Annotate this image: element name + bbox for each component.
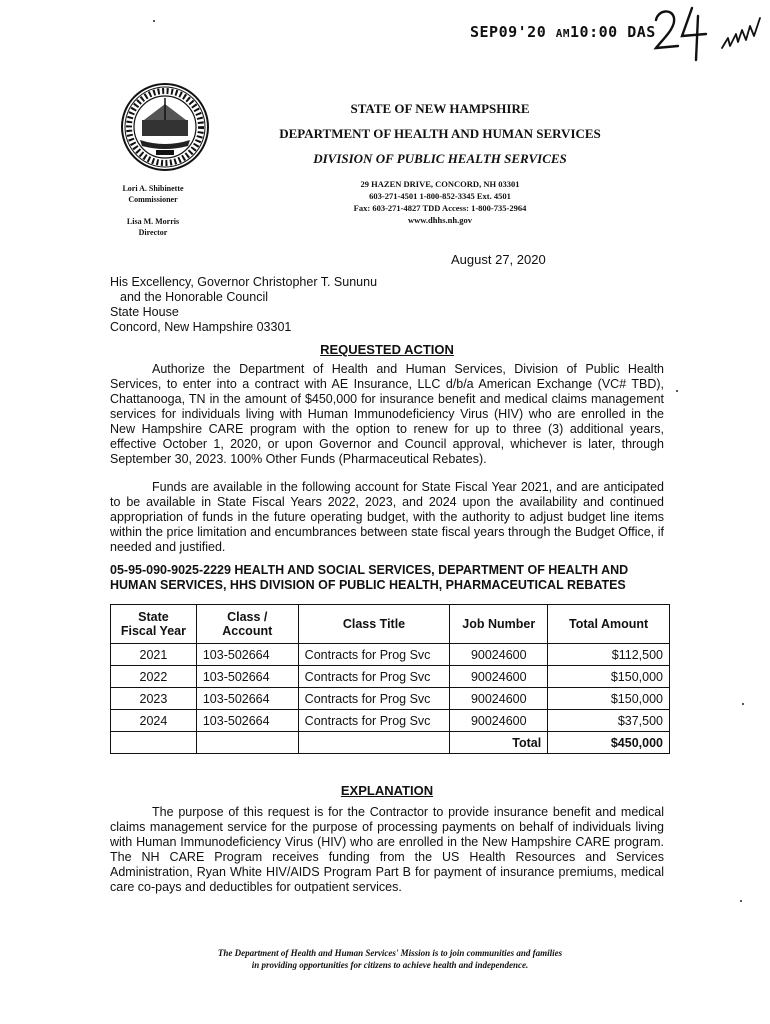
scan-speck: [742, 703, 744, 705]
header-class-account-line-1: Class /: [227, 610, 268, 624]
cell-empty: [298, 732, 450, 754]
cell-amount: $112,500: [548, 644, 670, 666]
cell-amount: $150,000: [548, 688, 670, 710]
scan-speck: [153, 20, 155, 22]
table-row: [111, 688, 670, 710]
letterhead-phone: 603-271-4501 1-800-852-3345 Ext. 4501: [369, 191, 511, 201]
cell-empty: [111, 732, 197, 754]
table-total-row: [111, 732, 670, 754]
letterhead-website: www.dhhs.nh.gov: [407, 215, 472, 225]
funds-paragraph: Funds are available in the following account for State Fiscal Year 2021, and are anticipated to be available in State Fiscal Years 2022, 2023, and 2024 upon the availability and continued appropriation of funds in the future operating budget, with the authority to adjust budget line items within the price limitation and encumbrances between state fiscal years through the Budget Office, if needed and justified.: [110, 480, 664, 554]
cell-account: 103-502664: [196, 710, 298, 732]
header-class-title: Class Title: [298, 605, 450, 644]
commissioner-name: Lori A. Shibinette: [122, 184, 184, 193]
director-title: Director: [138, 228, 168, 237]
cell-class-title: Contracts for Prog Svc: [298, 710, 450, 732]
cell-job-number: 90024600: [450, 710, 548, 732]
commissioner-title: Commissioner: [128, 195, 178, 204]
cell-class-title: Contracts for Prog Svc: [298, 688, 450, 710]
letterhead-state: STATE OF NEW HAMPSHIRE: [350, 101, 530, 116]
handwritten-initials: [718, 8, 768, 58]
table-header-row: [111, 605, 670, 644]
cell-year: 2022: [111, 666, 197, 688]
letterhead-fax: Fax: 603-271-4827 TDD Access: 1-800-735-2964: [353, 203, 527, 213]
letter-date: August 27, 2020: [451, 252, 546, 267]
letterhead-department: DEPARTMENT OF HEALTH AND HUMAN SERVICES: [279, 126, 601, 141]
letterhead-division: DIVISION OF PUBLIC HEALTH SERVICES: [313, 151, 567, 166]
director-name: Lisa M. Morris: [126, 217, 180, 226]
table-row: [111, 644, 670, 666]
header-total-amount: Total Amount: [548, 605, 670, 644]
requested-action-heading: REQUESTED ACTION: [320, 342, 454, 357]
state-seal: [120, 82, 210, 172]
letterhead-address: 29 HAZEN DRIVE, CONCORD, NH 03301: [360, 179, 520, 189]
stamp-time: 10:00 DAS: [570, 23, 656, 41]
cell-class-title: Contracts for Prog Svc: [298, 666, 450, 688]
cell-empty: [196, 732, 298, 754]
explanation-heading: EXPLANATION: [340, 783, 434, 798]
mission-footer: [170, 947, 610, 971]
stamp-ampm: AM: [555, 27, 571, 40]
header-class-account-line-2: Account: [222, 624, 273, 638]
addressee-line-1: His Excellency, Governor Christopher T. Sununu: [110, 275, 378, 289]
header-fiscal-year-line-2: Fiscal Year: [120, 624, 186, 638]
table-row: [111, 666, 670, 688]
cell-year: 2023: [111, 688, 197, 710]
cell-class-title: Contracts for Prog Svc: [298, 644, 450, 666]
addressee-line-2: and the Honorable Council: [120, 290, 269, 304]
cell-job-number: 90024600: [450, 688, 548, 710]
cell-year: 2024: [111, 710, 197, 732]
footer-line-1: The Department of Health and Human Services' Mission is to join communities and families: [217, 948, 563, 958]
scan-speck: [740, 900, 742, 902]
budget-table: [110, 604, 670, 754]
header-class-account: [196, 605, 298, 644]
footer-line-2: in providing opportunities for citizens to achieve health and independence.: [251, 960, 529, 970]
explanation-paragraph: The purpose of this request is for the Contractor to provide insurance benefit and medical claims management service for the purpose of processing payments on behalf of individuals living with Human Immunodeficiency Virus (HIV) who are enrolled in the New Hampshire CARE program. The NH CARE Program receives funding from the US Health Resources and Services Administration, Ryan White HIV/AIDS Program Part B for payment of insurance premiums, medical care co-pays and deductibles for outpatient services.: [110, 805, 664, 894]
addressee-line-4: Concord, New Hampshire 03301: [110, 320, 292, 334]
handwritten-item-number: [652, 2, 712, 62]
header-fiscal-year: [111, 605, 197, 644]
received-stamp: [470, 23, 656, 41]
cell-amount: $150,000: [548, 666, 670, 688]
stamp-date: SEP09'20: [470, 23, 547, 41]
total-label: Total: [450, 732, 548, 754]
scan-speck: [676, 390, 678, 392]
cell-job-number: 90024600: [450, 644, 548, 666]
cell-year: 2021: [111, 644, 197, 666]
total-amount: $450,000: [548, 732, 670, 754]
header-job-number: Job Number: [450, 605, 548, 644]
cell-job-number: 90024600: [450, 666, 548, 688]
account-heading: 05-95-090-9025-2229 HEALTH AND SOCIAL SERVICES, DEPARTMENT OF HEALTH AND HUMAN SERVICES, HHS DIVISION OF PUBLIC HEALTH, PHARMACEUTICAL REBATES: [110, 563, 629, 592]
requested-action-paragraph: Authorize the Department of Health and Human Services, Division of Public Health Services, to enter into a contract with AE Insurance, LLC d/b/a American Exchange (VC# TBD), Chattanooga, TN in the amount of $450,000 for insurance benefit and medical claims management services for individuals living with Human Immunodeficiency Virus (HIV) who are enrolled in the New Hampshire CARE program with the option to renew for up to three (3) additional years, effective October 1, 2020, or upon Governor and Council approval, whichever is later, through September 30, 2023. 100% Other Funds (Pharmaceutical Rebates).: [110, 362, 664, 466]
header-fiscal-year-line-1: State: [138, 610, 169, 624]
cell-account: 103-502664: [196, 666, 298, 688]
cell-account: 103-502664: [196, 688, 298, 710]
addressee-line-3: State House: [110, 305, 179, 319]
table-row: [111, 710, 670, 732]
cell-account: 103-502664: [196, 644, 298, 666]
cell-amount: $37,500: [548, 710, 670, 732]
